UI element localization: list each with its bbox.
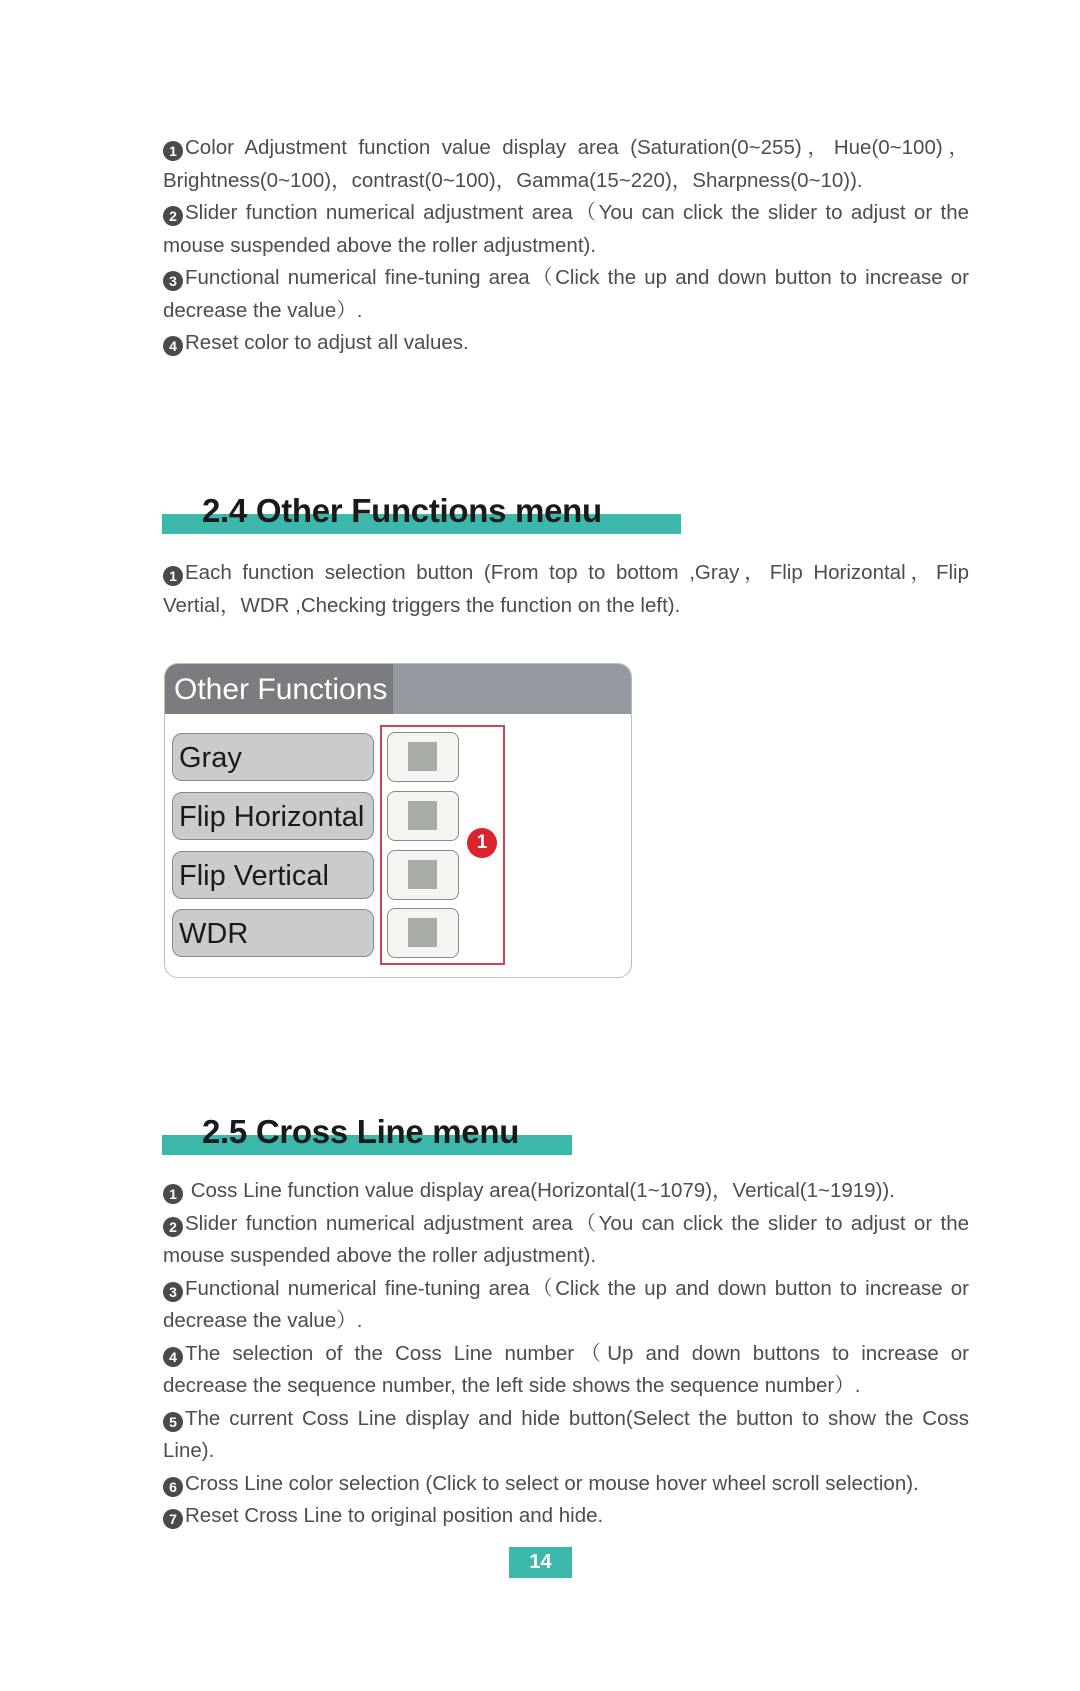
cross-line-notes: [163, 1175, 969, 1533]
number-badge-icon: 1: [163, 141, 183, 161]
note-text: Color Adjustment function value display area (Saturation(0~255)，Hue(0~100)，Brightness(0~100)，contrast(0~100)，Gamma(15~220)，Sharpness(0~10)).: [163, 136, 969, 192]
note-text: Reset color to adjust all values.: [185, 331, 469, 354]
note-item: [163, 327, 969, 360]
number-badge-icon: 7: [163, 1509, 183, 1529]
number-badge-icon: 3: [163, 1282, 183, 1302]
number-badge-icon: 2: [163, 1217, 183, 1237]
function-button-wdr[interactable]: WDR: [172, 909, 374, 957]
section-heading-2-5: [162, 1095, 572, 1155]
panel-header: [165, 664, 631, 714]
note-text: Functional numerical fine-tuning area（Click the up and down button to increase or decrease the value）.: [163, 1276, 969, 1332]
note-text: The current Coss Line display and hide button(Select the button to show the Coss Line).: [163, 1406, 969, 1462]
number-badge-icon: 4: [163, 336, 183, 356]
number-badge-icon: 1: [163, 1184, 183, 1204]
callout-number-badge: 1: [467, 828, 497, 858]
note-item: [163, 557, 969, 622]
note-item: [163, 1468, 969, 1501]
note-item: [163, 1175, 969, 1208]
heading-text: 2.4 Other Functions menu: [202, 492, 602, 529]
note-text: Slider function numerical adjustment area（You can click the slider to adjust or the mouse suspended above the roller adjustment).: [163, 201, 969, 257]
other-functions-notes: [163, 557, 969, 622]
note-item: [163, 262, 969, 327]
note-text: Each function selection button (From top to bottom ,Gray，Flip Horizontal，Flip Vertial，WDR ,Checking triggers the function on the left).: [163, 561, 969, 617]
note-text: Slider function numerical adjustment area（You can click the slider to adjust or the mouse suspended above the roller adjustment).: [163, 1211, 969, 1267]
other-functions-panel: [164, 663, 632, 978]
number-badge-icon: 1: [163, 566, 183, 586]
note-text: Functional numerical fine-tuning area（Click the up and down button to increase or decrease the value）.: [163, 266, 969, 322]
note-item: [163, 1338, 969, 1403]
section-heading-2-4: [162, 474, 681, 534]
heading-text: 2.5 Cross Line menu: [202, 1113, 520, 1150]
note-item: [163, 1403, 969, 1468]
note-text: Reset Cross Line to original position and hide.: [185, 1504, 604, 1527]
page-number: 14: [509, 1547, 572, 1578]
note-item: [163, 197, 969, 262]
number-badge-icon: 3: [163, 271, 183, 291]
number-badge-icon: 6: [163, 1477, 183, 1497]
note-text: Cross Line color selection (Click to select or mouse hover wheel scroll selection).: [185, 1471, 919, 1495]
number-badge-icon: 2: [163, 206, 183, 226]
note-text: The selection of the Coss Line number（Up and down buttons to increase or decrease the sequence number, the left side shows the sequence number）.: [163, 1341, 969, 1397]
number-badge-icon: 4: [163, 1347, 183, 1367]
panel-title: Other Functions: [165, 664, 393, 714]
note-item: [163, 1208, 969, 1273]
note-item: [163, 1500, 969, 1533]
function-button-gray[interactable]: Gray: [172, 733, 374, 781]
function-button-flip-vertical[interactable]: Flip Vertical: [172, 851, 374, 899]
color-adjustment-notes: [163, 132, 969, 360]
note-text: Coss Line function value display area(Horizontal(1~1079)，Vertical(1~1919)).: [185, 1179, 895, 1202]
function-button-flip-horizontal[interactable]: Flip Horizontal: [172, 792, 374, 840]
number-badge-icon: 5: [163, 1412, 183, 1432]
note-item: [163, 132, 969, 197]
note-item: [163, 1273, 969, 1338]
